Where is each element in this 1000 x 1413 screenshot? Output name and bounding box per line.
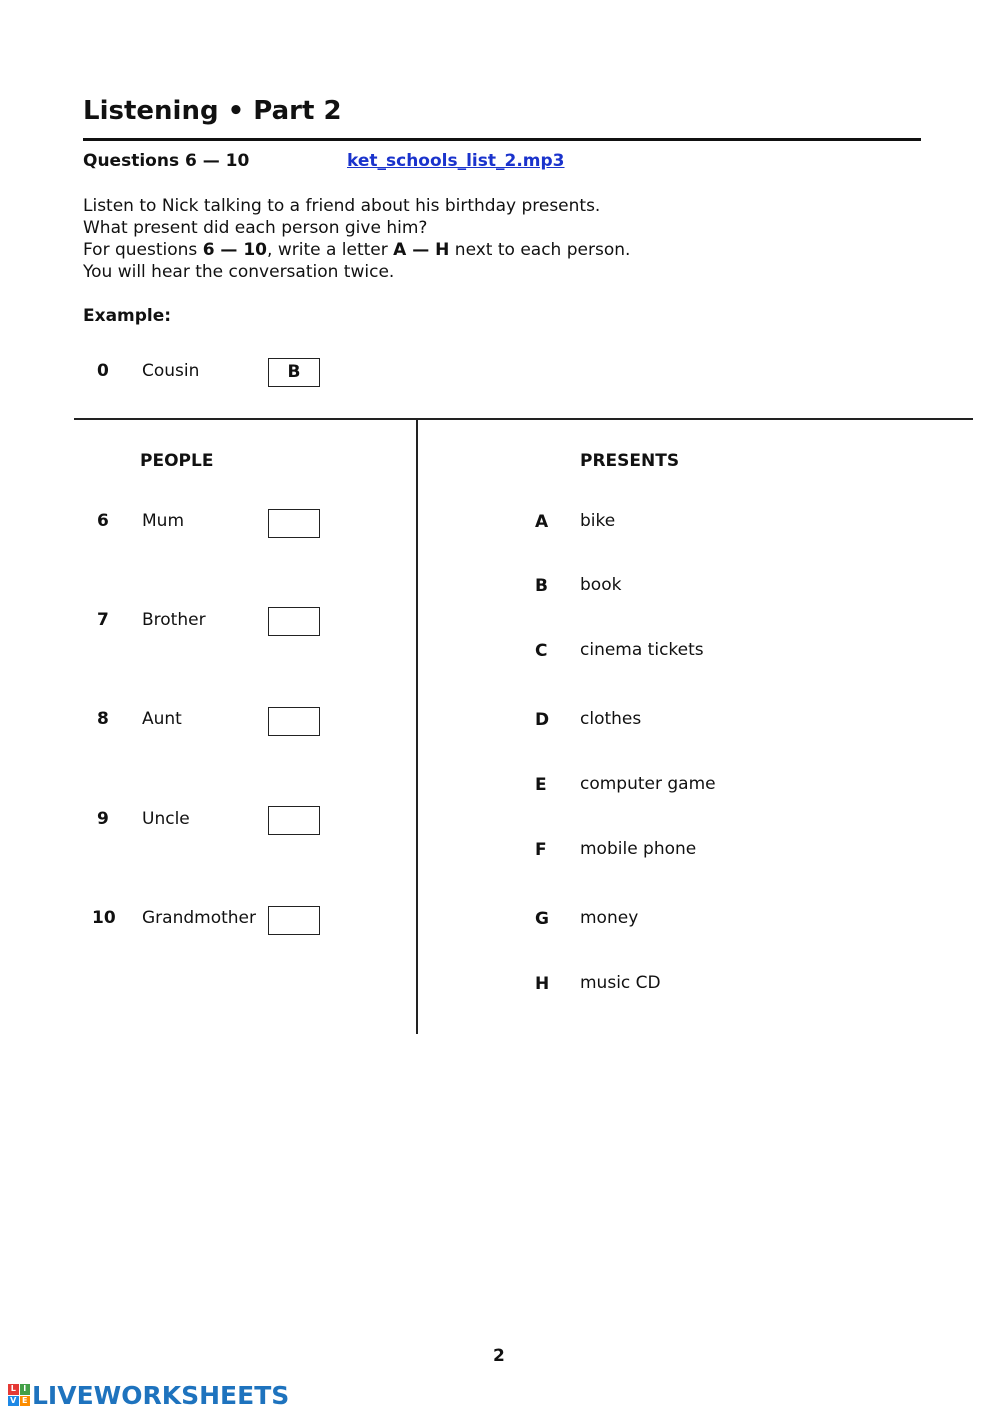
person-name: Aunt	[142, 709, 182, 729]
instruction-line-1: Listen to Nick talking to a friend about his birthday presents.	[83, 196, 601, 216]
page-title: Listening • Part 2	[83, 96, 342, 126]
instruction-text: , write a letter	[267, 240, 394, 260]
example-label: Example:	[83, 306, 172, 326]
present-letter: H	[535, 974, 550, 994]
audio-file-link[interactable]: ket_schools_list_2.mp3	[347, 151, 565, 171]
brand-name: LIVEWORKSHEETS	[32, 1380, 290, 1410]
question-number: 6	[97, 511, 109, 531]
present-label: computer game	[580, 774, 716, 794]
question-number: 9	[97, 809, 109, 829]
question-number: 10	[92, 908, 116, 928]
presents-heading: PRESENTS	[580, 451, 680, 471]
answer-input-10[interactable]	[268, 906, 320, 935]
people-heading: PEOPLE	[140, 451, 214, 471]
brand-logo	[8, 1379, 289, 1411]
answer-input-9[interactable]	[268, 806, 320, 835]
answer-input-7[interactable]	[268, 607, 320, 636]
instruction-question-range: 6 — 10	[202, 240, 268, 260]
present-letter: D	[535, 710, 550, 730]
example-person: Cousin	[142, 361, 200, 381]
present-label: cinema tickets	[580, 640, 704, 660]
question-number: 7	[97, 610, 109, 630]
questions-range: Questions 6 — 10	[83, 151, 250, 171]
present-letter: E	[535, 775, 547, 795]
column-divider	[416, 420, 418, 1034]
present-letter: B	[535, 576, 548, 596]
present-label: mobile phone	[580, 839, 697, 859]
present-label: bike	[580, 511, 616, 531]
answer-input-8[interactable]	[268, 707, 320, 736]
present-letter: G	[535, 909, 549, 929]
logo-cell: I	[20, 1384, 31, 1395]
section-divider	[74, 418, 973, 420]
person-name: Uncle	[142, 809, 190, 829]
present-label: money	[580, 908, 639, 928]
present-letter: F	[535, 840, 547, 860]
question-number: 8	[97, 709, 109, 729]
logo-cell: V	[8, 1396, 19, 1407]
person-name: Brother	[142, 610, 206, 630]
instruction-line-2: What present did each person give him?	[83, 218, 428, 238]
answer-input-6[interactable]	[268, 509, 320, 538]
person-name: Mum	[142, 511, 185, 531]
person-name: Grandmother	[142, 908, 256, 928]
instruction-line-4: You will hear the conversation twice.	[83, 262, 395, 282]
instruction-text: For questions	[83, 240, 203, 260]
present-letter: C	[535, 641, 548, 661]
page-number: 2	[493, 1346, 505, 1366]
instruction-letter-range: A — H	[393, 240, 450, 260]
logo-cell: L	[8, 1384, 19, 1395]
present-label: book	[580, 575, 622, 595]
example-answer-box: B	[268, 358, 320, 387]
instruction-line-3	[83, 240, 630, 260]
title-divider	[83, 138, 921, 141]
present-label: clothes	[580, 709, 642, 729]
instruction-text: next to each person.	[449, 240, 631, 260]
present-label: music CD	[580, 973, 661, 993]
brand-logo-icon	[8, 1384, 30, 1406]
present-letter: A	[535, 512, 549, 532]
logo-cell: E	[20, 1396, 31, 1407]
example-number: 0	[97, 361, 109, 381]
